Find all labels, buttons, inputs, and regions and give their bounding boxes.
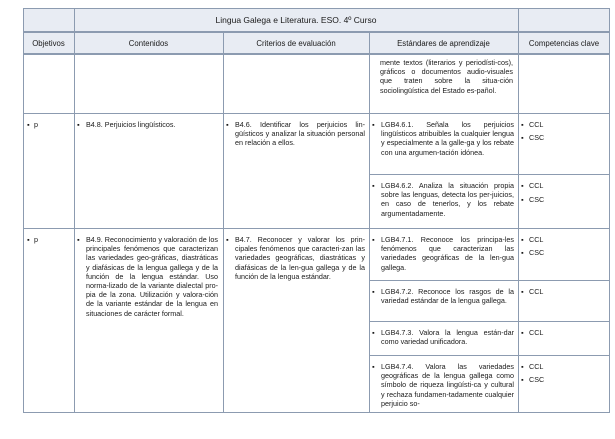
header-estandares: Estándares de aprendizaje [397, 39, 490, 48]
bullet-icon: ▪ [521, 120, 524, 129]
row2-standard-4-comp-1: CCL [529, 362, 544, 371]
col-divider [74, 8, 75, 413]
row1-standard-2-comp-2: CSC [529, 195, 545, 204]
bullet-icon: ▪ [27, 120, 30, 129]
continued-standard-text: mente textos (literarios y periodísti-cos), gráficos o documentos audio-visuales que traten sobre la situa-ción sociolingüística del Estado es-pañol. [380, 58, 513, 95]
row2-objetivo: p [34, 235, 38, 244]
bullet-icon: ▪ [521, 181, 524, 190]
bullet-icon: ▪ [226, 235, 229, 244]
row2-standard-2: LGB4.7.2. Reconoce los rasgos de la variedad estándar de la lengua gallega. [381, 287, 514, 306]
bullet-icon: ▪ [77, 235, 80, 244]
bullet-icon: ▪ [521, 133, 524, 142]
row-divider [369, 321, 610, 322]
bullet-icon: ▪ [77, 120, 80, 129]
row2-standard-1-comp-2: CSC [529, 248, 545, 257]
bullet-icon: ▪ [372, 235, 375, 244]
bullet-icon: ▪ [521, 328, 524, 337]
row-divider [23, 228, 610, 229]
header-criterios: Criterios de evaluación [256, 39, 336, 48]
bullet-icon: ▪ [521, 248, 524, 257]
table-body [23, 54, 610, 413]
bullet-icon: ▪ [521, 375, 524, 384]
col-divider [518, 8, 519, 413]
bullet-icon: ▪ [521, 235, 524, 244]
row2-standard-1: LGB4.7.1. Reconoce los principa-les fenómenos que caracterizan las variedades geográficas de la len-gua gallega. [381, 235, 514, 272]
row2-standard-3: LGB4.7.3. Valora la lengua están-dar como variedad unificadora. [381, 328, 514, 347]
row1-contenido: B4.8. Perjuicios lingüísticos. [86, 120, 176, 129]
row2-standard-1-comp-1: CCL [529, 235, 544, 244]
row2-standard-2-comp-1: CCL [529, 287, 544, 296]
bullet-icon: ▪ [521, 287, 524, 296]
row2-standard-4: LGB4.7.4. Valora las variedades geográficas de la lengua gallega como símbolo de riqueza lingüísti-ca y cultural y rechaza fundamen-tadamente cualquier perjuicio so- [381, 362, 514, 408]
row1-standard-1-comp-1: CCL [529, 120, 544, 129]
row1-standard-2-comp-1: CCL [529, 181, 544, 190]
bullet-icon: ▪ [226, 120, 229, 129]
bullet-icon: ▪ [27, 235, 30, 244]
row-divider [23, 113, 610, 114]
header-contenidos: Contenidos [128, 39, 169, 48]
header-competencias: Competencias clave [528, 39, 600, 48]
bullet-icon: ▪ [521, 362, 524, 371]
row2-criterio: B4.7. Reconocer y valorar los prin-cipales fenómenos que caracteri-zan las variedades geográficas, diastráticas y diafásicas de la len-gua gallega y de la función de la lengua estándar. [235, 235, 365, 281]
row1-standard-1-comp-2: CSC [529, 133, 545, 142]
bullet-icon: ▪ [372, 287, 375, 296]
bullet-icon: ▪ [521, 195, 524, 204]
row-divider [369, 174, 610, 175]
bullet-icon: ▪ [372, 362, 375, 371]
row-divider [369, 355, 610, 356]
bullet-icon: ▪ [372, 181, 375, 190]
row1-standard-1: LGB4.6.1. Señala los perjuicios lingüísticos atribuibles la cualquier lengua y especialmente a la galle-ga y los rebate con una argumen-tación idónea. [381, 120, 514, 157]
row2-standard-3-comp-1: CCL [529, 328, 544, 337]
row-divider [369, 280, 610, 281]
bullet-icon: ▪ [372, 328, 375, 337]
row2-standard-4-comp-2: CSC [529, 375, 545, 384]
bullet-icon: ▪ [372, 120, 375, 129]
row1-criterio: B4.6. Identificar los perjuicios lin-güísticos y analizar la situación personal en relación a ellos. [235, 120, 365, 148]
row1-standard-2: LGB4.6.2. Analiza la situación propia sobre las lenguas, detecta los per-juicios, en caso de tenerlos, y los rebate argumentadamente. [381, 181, 514, 218]
row2-contenido: B4.9. Reconocimiento y valoración de los principales fenómenos que caracterizan las variedades geo-gráficas, diastráticas y diafásicas de la lengua gallega y de la función de la lengua estándar. Uso norma-lizado de la variante dialectal pro-pia de la zona. Utilización y valora-ción de la variante estándar de la lengua en situaciones de carácter formal. [86, 235, 218, 318]
table-title: Lingua Galega e Literatura. ESO. 4º Curso [215, 15, 377, 25]
header-objetivos: Objetivos [32, 39, 65, 48]
col-divider [223, 32, 224, 413]
row1-objetivo: p [34, 120, 38, 129]
